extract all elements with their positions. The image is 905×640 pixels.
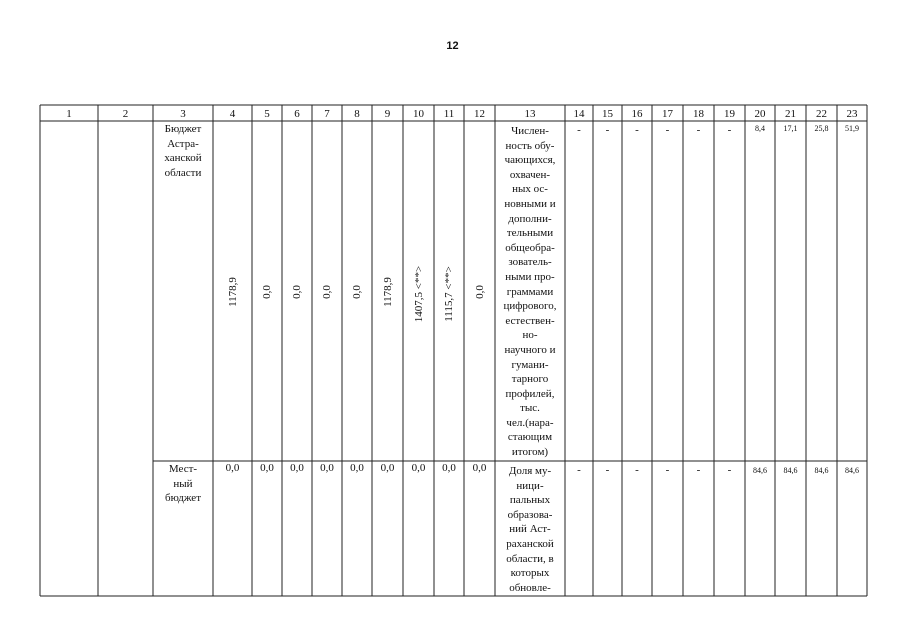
text-line: бюджет — [165, 492, 201, 505]
text-line: обновле- — [509, 581, 551, 594]
text-line: научного и — [504, 343, 556, 356]
column-header-18: 18 — [693, 108, 704, 120]
funding-source-local — [153, 462, 213, 506]
dash-col-16: - — [635, 124, 639, 136]
text-line: чающихся, — [504, 154, 556, 167]
column-header-23: 23 — [846, 108, 858, 120]
text-line: чел.(нара- — [506, 416, 554, 429]
value-col-8: 0,0 — [351, 285, 363, 299]
value-col-8: 0,0 — [350, 462, 364, 474]
text-line: раханской — [506, 537, 554, 550]
text-line: области, в — [506, 552, 554, 565]
column-header-3: 3 — [180, 108, 186, 120]
text-line: стающим — [507, 431, 553, 444]
value-col-6: 0,0 — [290, 462, 304, 474]
dash-col-19: - — [727, 464, 732, 476]
value-col-21: 84,6 — [783, 466, 798, 475]
text-line: образова- — [507, 508, 553, 521]
column-header-15: 15 — [602, 108, 613, 120]
column-header-2: 2 — [122, 108, 129, 120]
value-col-23: 51,9 — [845, 124, 859, 133]
value-col-21: 17,1 — [783, 124, 798, 133]
column-header-7: 7 — [324, 108, 330, 120]
dash-col-14: - — [577, 464, 581, 476]
value-col-10: 0,0 — [411, 462, 426, 474]
text-line: дополни- — [508, 212, 552, 225]
value-col-5: 0,0 — [260, 462, 274, 474]
value-col-20: 8,4 — [755, 124, 765, 133]
column-header-6: 6 — [294, 108, 300, 120]
page-number: 12 — [446, 40, 459, 52]
dash-col-17: - — [665, 464, 670, 476]
column-header-8: 8 — [354, 108, 360, 120]
column-header-12: 12 — [474, 108, 485, 120]
text-line: Доля му- — [508, 465, 552, 477]
text-line: новными и — [504, 197, 556, 210]
column-header-20: 20 — [754, 108, 766, 120]
column-header-17: 17 — [662, 108, 673, 120]
column-header-10: 10 — [413, 108, 424, 120]
dash-col-16: - — [635, 464, 639, 476]
column-header-21: 21 — [785, 108, 796, 120]
value-col-22: 84,6 — [814, 466, 829, 475]
funding-source-regional — [153, 122, 213, 180]
column-header-9: 9 — [384, 108, 391, 120]
value-col-5: 0,0 — [261, 285, 273, 299]
column-header-14: 14 — [573, 108, 585, 120]
value-col-12: 0,0 — [472, 462, 487, 474]
value-col-23: 84,6 — [845, 466, 859, 475]
dash-col-18: - — [696, 464, 701, 476]
column-header-13: 13 — [524, 108, 536, 120]
value-col-12: 0,0 — [473, 285, 486, 299]
text-line: профилей, — [505, 387, 555, 400]
value-col-9: 0,0 — [380, 462, 395, 474]
text-line: ных ос- — [512, 183, 548, 196]
value-col-4: 1178,9 — [226, 277, 239, 307]
dash-col-19: - — [727, 124, 732, 136]
text-line: тыс. — [520, 402, 540, 415]
dash-col-18: - — [696, 124, 701, 136]
text-line: ный — [173, 477, 193, 490]
text-line: Числен- — [511, 125, 549, 137]
text-line: граммами — [506, 285, 554, 298]
text-line: которых — [510, 567, 550, 580]
column-header-16: 16 — [631, 108, 643, 120]
text-line: Бюджет — [164, 123, 202, 135]
text-line: но- — [522, 329, 538, 342]
column-header-22: 22 — [816, 108, 827, 120]
text-line: тельными — [506, 227, 554, 240]
text-line: естествен- — [505, 314, 555, 327]
value-col-7: 0,0 — [320, 462, 334, 474]
value-col-11: 0,0 — [442, 462, 456, 474]
dash-col-15: - — [605, 464, 610, 476]
indicator-municipal-share — [495, 464, 565, 595]
text-line: ными про- — [505, 270, 555, 283]
value-col-11: 1115,7 <**> — [443, 266, 455, 322]
column-header-11: 11 — [443, 108, 455, 120]
dash-col-15: - — [605, 124, 610, 136]
value-col-7: 0,0 — [321, 285, 333, 299]
text-line: гумани- — [511, 358, 549, 371]
text-line: ность обу- — [505, 139, 555, 152]
text-line: итогом) — [511, 446, 549, 459]
column-header-4: 4 — [229, 108, 236, 120]
indicator-students-count — [495, 124, 565, 460]
text-line: охвачен- — [509, 168, 551, 181]
text-line: Астра- — [167, 137, 199, 150]
value-col-10: 1407,5 <**> — [412, 265, 425, 323]
column-header-1: 1 — [66, 108, 72, 120]
text-line: общеобра- — [505, 241, 555, 254]
column-header-19: 19 — [724, 108, 735, 120]
dash-col-14: - — [577, 124, 581, 136]
value-col-4: 0,0 — [225, 462, 240, 474]
text-line: цифрового, — [503, 300, 557, 313]
text-line: ханской — [164, 152, 202, 165]
text-line: области — [164, 166, 202, 179]
value-col-6: 0,0 — [291, 285, 303, 299]
column-header-5: 5 — [264, 108, 270, 120]
text-line: тарного — [511, 373, 549, 386]
dash-col-17: - — [665, 124, 670, 136]
text-line: Мест- — [168, 463, 198, 475]
text-line: пальных — [509, 494, 551, 507]
text-line: ний Аст- — [509, 523, 551, 536]
value-col-9: 1178,9 — [381, 277, 394, 307]
value-col-22: 25,8 — [814, 124, 829, 133]
value-col-20: 84,6 — [753, 466, 767, 475]
text-line: зователь- — [508, 256, 552, 269]
text-line: ници- — [516, 479, 544, 492]
